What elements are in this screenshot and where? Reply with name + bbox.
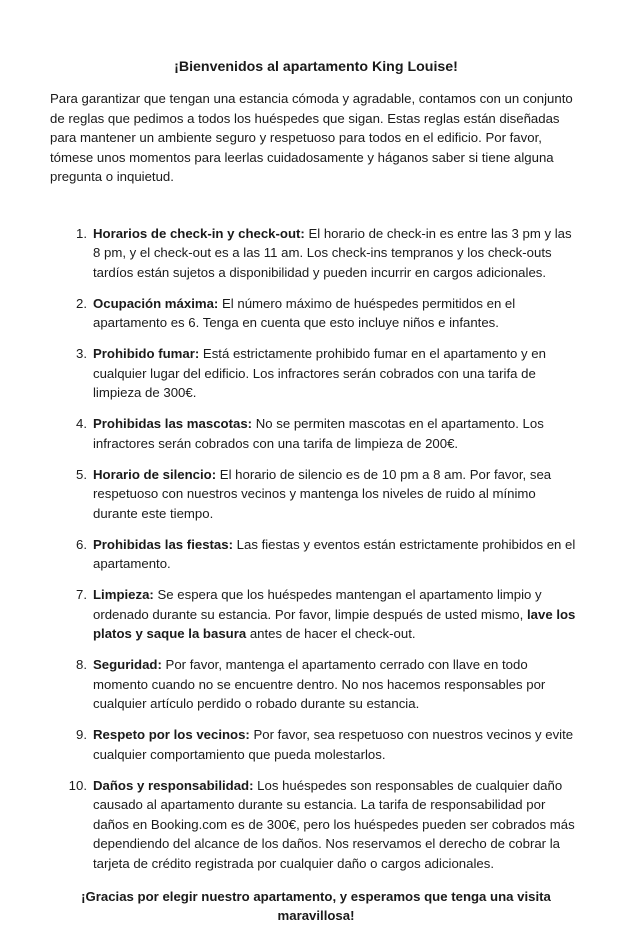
rule-label: Ocupación máxima: xyxy=(93,295,219,311)
rule-number: 8. xyxy=(76,657,87,672)
rule-item xyxy=(50,585,582,644)
rule-text: Se espera que los huéspedes mantengan el apartamento limpio y ordenado durante su estancia. Por favor, limpie después de usted mismo, xyxy=(93,587,542,622)
rule-label: Seguridad: xyxy=(93,657,162,672)
rule-item xyxy=(50,294,582,333)
rule-label: Limpieza: xyxy=(93,587,154,602)
rule-number: 9. xyxy=(76,727,87,742)
rule-number: 4. xyxy=(76,416,87,431)
rule-item xyxy=(50,224,582,283)
rule-text: Por favor, sea respetuoso con nuestros vecinos y evite cualquier comportamiento que pueda molestarlos. xyxy=(93,727,574,762)
rule-label: Horario de silencio: xyxy=(93,466,217,482)
rule-text: El número máximo de huéspedes permitidos en el apartamento es 6. Tenga en cuenta que esto incluye niños e infantes. xyxy=(93,295,516,330)
rule-number: 5. xyxy=(76,466,87,482)
rule-text: El horario de check-in es entre las 3 pm y las 8 pm, y el check-out es a las 11 am. Los check-ins tempranos y los check-outs tardíos están sujetos a disponibilidad y pueden incurrir en cargos adicionales. xyxy=(93,225,572,280)
rule-item xyxy=(50,465,582,524)
rule-emphasis: lave los platos y saque la basura xyxy=(93,606,576,641)
rule-label: Prohibidas las mascotas: xyxy=(93,416,253,431)
rule-text-end: antes de hacer el check-out. xyxy=(246,626,416,641)
rule-label: Prohibidas las fiestas: xyxy=(93,536,233,552)
rule-number: 1. xyxy=(76,225,87,241)
rule-item xyxy=(50,535,582,574)
rule-item xyxy=(50,776,582,874)
rule-number: 6. xyxy=(76,536,87,552)
rule-text: Las fiestas y eventos están estrictamente prohibidos en el apartamento. xyxy=(93,536,576,571)
rule-number: 10. xyxy=(68,777,87,793)
rule-text: El horario de silencio es de 10 pm a 8 am. Por favor, sea respetuoso con nuestros vecinos y mantenga los niveles de ruido al mínimo durante este tiempo. xyxy=(93,466,552,521)
rule-number: 2. xyxy=(76,295,87,311)
intro-paragraph: Para garantizar que tengan una estancia cómoda y agradable, contamos con un conjunto de reglas que pedimos a todos los huéspedes que sigan. Estas reglas están diseñadas para mantener un ambiente seguro y respetuoso para todos en el edificio. Por favor, tómese unos momentos para leerlas cuidadosamente y háganos saber si tiene alguna pregunta o inquietud. xyxy=(50,91,573,184)
rule-item xyxy=(50,414,582,453)
rule-text: Está estrictamente prohibido fumar en el apartamento y en cualquier lugar del edificio. Los infractores serán cobrados con una tarifa de limpieza de 300€. xyxy=(93,346,546,400)
rule-label: Daños y responsabilidad: xyxy=(93,777,254,793)
page-title: ¡Bienvenidos al apartamento King Louise! xyxy=(174,59,458,75)
rule-label: Prohibido fumar: xyxy=(93,346,200,361)
rule-item xyxy=(50,655,582,714)
rule-label: Respeto por los vecinos: xyxy=(93,727,250,742)
rule-text: No se permiten mascotas en el apartamento. Los infractores serán cobrados con una tarifa de limpieza de 200€. xyxy=(93,416,544,451)
rules-list xyxy=(50,224,582,874)
rule-item xyxy=(50,344,582,403)
rule-item xyxy=(50,725,582,764)
rule-text: Por favor, mantenga el apartamento cerrado con llave en todo momento cuando no se encuentre dentro. No nos hacemos responsables por cualquier artículo perdido o robado durante su estancia. xyxy=(93,657,546,711)
rule-label: Horarios de check-in y check-out: xyxy=(93,225,305,241)
rule-number: 7. xyxy=(76,587,87,602)
rule-text: Los huéspedes son responsables de cualquier daño causado al apartamento durante su estancia. La tarifa de responsabilidad por daños en Booking.com es de 300€, pero los huéspedes pueden ser cobrados más dependiendo del alcance de los daños. Nos reservamos el derecho de cobrar la tarjeta de crédito registrada por cualquier daño o cargos adicionales. xyxy=(93,777,575,871)
closing-message: ¡Gracias por elegir nuestro apartamento, y esperamos que tenga una visita maravillosa! xyxy=(81,888,551,923)
rule-number: 3. xyxy=(76,346,87,361)
